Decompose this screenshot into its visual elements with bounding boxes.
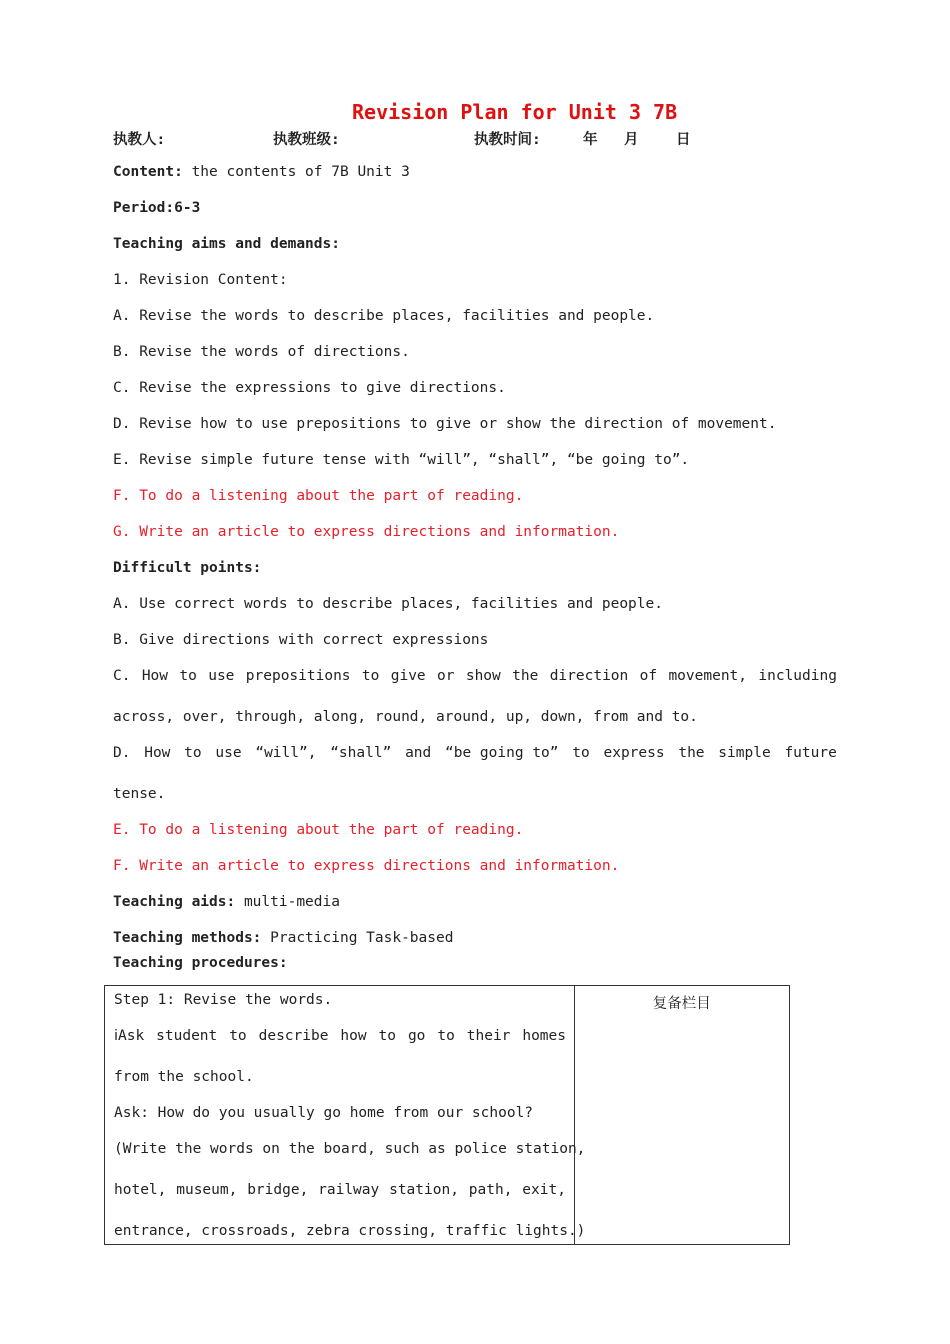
- word: homes: [522, 1028, 566, 1044]
- teacher-label: 执教人:: [113, 132, 166, 148]
- word: D.: [113, 745, 131, 761]
- word: the: [678, 745, 705, 761]
- word: “be going to”: [445, 745, 559, 761]
- word: to: [378, 1028, 396, 1044]
- word: their: [466, 1028, 511, 1044]
- aids-label: Teaching aids:: [113, 894, 236, 910]
- word: to: [361, 668, 380, 684]
- step-note-words: [114, 1182, 566, 1198]
- notes-column-header: 复备栏目: [652, 996, 711, 1012]
- aim-item: 1. Revision Content:: [113, 272, 288, 288]
- procedures-heading: Teaching procedures:: [113, 955, 288, 971]
- word: of: [639, 668, 658, 684]
- word: to: [437, 1028, 455, 1044]
- word: hotel,: [114, 1182, 167, 1198]
- word: describe: [258, 1028, 329, 1044]
- time-label: 执教时间:: [474, 132, 541, 148]
- word: go: [407, 1028, 426, 1044]
- word: future: [784, 745, 837, 761]
- word: prepositions: [245, 668, 351, 684]
- difficult-heading: Difficult points:: [113, 560, 262, 576]
- procedures-table: [104, 985, 790, 1245]
- aim-item: B. Revise the words of directions.: [113, 344, 410, 360]
- methods-value: Practicing Task-based: [261, 930, 454, 946]
- step-item-cont: from the school.: [114, 1069, 254, 1085]
- step-title: Step 1: Revise the words.: [114, 992, 333, 1008]
- aids-value: multi-media: [235, 894, 340, 910]
- word: “will”,: [255, 745, 317, 761]
- year-label: 年: [583, 132, 598, 148]
- word: and: [405, 745, 432, 761]
- word: or: [437, 668, 455, 684]
- word: railway: [318, 1182, 380, 1198]
- word: How: [141, 668, 169, 684]
- aim-item: F. To do a listening about the part of reading.: [113, 488, 524, 504]
- step-note-end: entrance, crossroads, zebra crossing, traffic lights.): [114, 1223, 586, 1239]
- word: simple: [718, 745, 771, 761]
- difficult-item-d-cont: tense.: [113, 786, 166, 802]
- word: the: [512, 668, 539, 684]
- word: to: [229, 1028, 247, 1044]
- word: to: [179, 668, 197, 684]
- word: to: [572, 745, 590, 761]
- word: “shall”: [330, 745, 392, 761]
- aim-item: C. Revise the expressions to give directions.: [113, 380, 506, 396]
- word: movement,: [668, 668, 748, 684]
- word: to: [184, 745, 202, 761]
- period-line: [113, 200, 200, 216]
- page-title: Revision Plan for Unit 3 7B: [352, 100, 678, 124]
- methods-label: Teaching methods:: [113, 930, 262, 946]
- difficult-item: A. Use correct words to describe places, facilities and people.: [113, 596, 663, 612]
- content-value: the contents of 7B Unit 3: [182, 164, 410, 180]
- word: including: [758, 668, 837, 684]
- aids-line: [113, 894, 340, 910]
- step-note: (Write the words on the board, such as police station,: [114, 1141, 586, 1157]
- word: station,: [389, 1182, 459, 1198]
- period-label: Period:: [113, 200, 175, 216]
- word: How: [144, 745, 171, 761]
- content-label: Content:: [113, 164, 183, 180]
- aim-item: E. Revise simple future tense with “will”, “shall”, “be going to”.: [113, 452, 690, 468]
- difficult-item-c-cont: across, over, through, along, round, around, up, down, from and to.: [113, 709, 698, 725]
- difficult-item-d: [113, 745, 837, 761]
- step-item: [114, 1028, 566, 1044]
- month-label: 月: [624, 132, 639, 148]
- word: use: [208, 668, 235, 684]
- notes-column-cell: [574, 986, 789, 1245]
- aim-item: G. Write an article to express directions and information.: [113, 524, 620, 540]
- word: how: [340, 1028, 367, 1044]
- difficult-item: B. Give directions with correct expressions: [113, 632, 489, 648]
- word: use: [215, 745, 242, 761]
- content-line: [113, 164, 410, 180]
- day-label: 日: [676, 132, 691, 148]
- aim-item: A. Revise the words to describe places, facilities and people.: [113, 308, 655, 324]
- aim-item: D. Revise how to use prepositions to give or show the direction of movement.: [113, 416, 777, 432]
- period-value: 6-3: [174, 200, 201, 216]
- methods-line: [113, 930, 453, 946]
- word: museum,: [176, 1182, 238, 1198]
- procedure-cell: [105, 986, 586, 1245]
- word: path,: [468, 1182, 513, 1198]
- word: give: [390, 668, 426, 684]
- word: exit,: [522, 1182, 566, 1198]
- word: direction: [549, 668, 629, 684]
- word: bridge,: [247, 1182, 309, 1198]
- difficult-item-c: [113, 668, 837, 684]
- difficult-item: E. To do a listening about the part of reading.: [113, 822, 524, 838]
- word: express: [603, 745, 665, 761]
- word: C.: [113, 668, 131, 684]
- step-ask: Ask: How do you usually go home from our school?: [114, 1105, 534, 1121]
- word: ⅰAsk: [114, 1028, 145, 1044]
- word: show: [465, 668, 501, 684]
- word: student: [156, 1028, 218, 1044]
- class-label: 执教班级:: [273, 132, 340, 148]
- difficult-item: F. Write an article to express directions and information.: [113, 858, 620, 874]
- aims-heading: Teaching aims and demands:: [113, 236, 340, 252]
